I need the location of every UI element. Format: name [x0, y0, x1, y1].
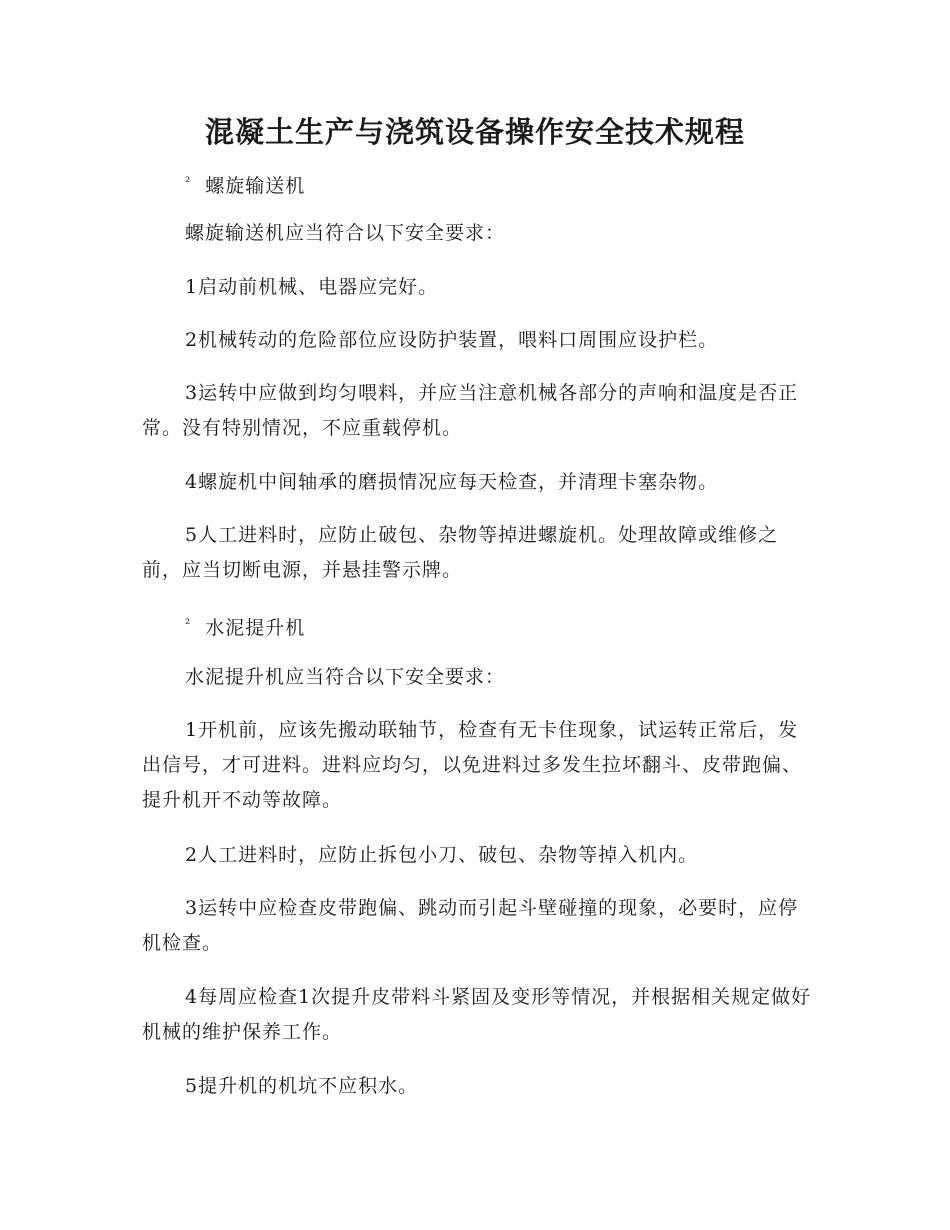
list-item: 4螺旋机中间轴承的磨损情况应每天检查，并清理卡塞杂物。 [185, 471, 719, 493]
list-item: 2人工进料时，应防止拆包小刀、破包、杂物等掉入机内。 [185, 844, 699, 866]
section-heading-text: 螺旋输送机 [205, 175, 306, 197]
list-item: 3运转中应检查皮带跑偏、跳动而引起斗壁碰撞的现象，必要时，应停机检查。 [142, 897, 799, 954]
list-item: 3运转中应做到均匀喂料，并应当注意机械各部分的声响和温度是否正常。没有特别情况，不应重载停机。 [142, 382, 799, 439]
list-item: 2机械转动的危险部位应设防护装置，喂料口周围应设护栏。 [185, 329, 719, 351]
document-title: 混凝土生产与浇筑设备操作安全技术规程 [204, 115, 745, 149]
section-heading [185, 165, 305, 204]
list-item: 5提升机的机坑不应积水。 [185, 1075, 419, 1097]
section-intro: 螺旋输送机应当符合以下安全要求： [185, 222, 506, 244]
section-intro: 水泥提升机应当符合以下安全要求： [185, 666, 506, 688]
section-heading-text: 水泥提升机 [205, 617, 306, 639]
list-item: 1启动前机械、电器应完好。 [185, 276, 439, 298]
section-heading [185, 607, 305, 646]
list-item: 1开机前，应该先搬动联轴节，检查有无卡住现象，试运转正常后，发出信号，才可进料。进料应均匀，以免进料过多发生拉坏翻斗、皮带跑偏、提升机开不动等故障。 [142, 719, 803, 811]
list-item: 5人工进料时，应防止破包、杂物等掉进螺旋机。处理故障或维修之前，应当切断电源，并悬挂警示牌。 [142, 524, 779, 581]
bullet-marker: ² [185, 175, 192, 190]
bullet-marker: ² [185, 617, 192, 632]
list-item: 4每周应检查1次提升皮带料斗紧固及变形等情况，并根据相关规定做好机械的维护保养工作。 [142, 986, 812, 1043]
